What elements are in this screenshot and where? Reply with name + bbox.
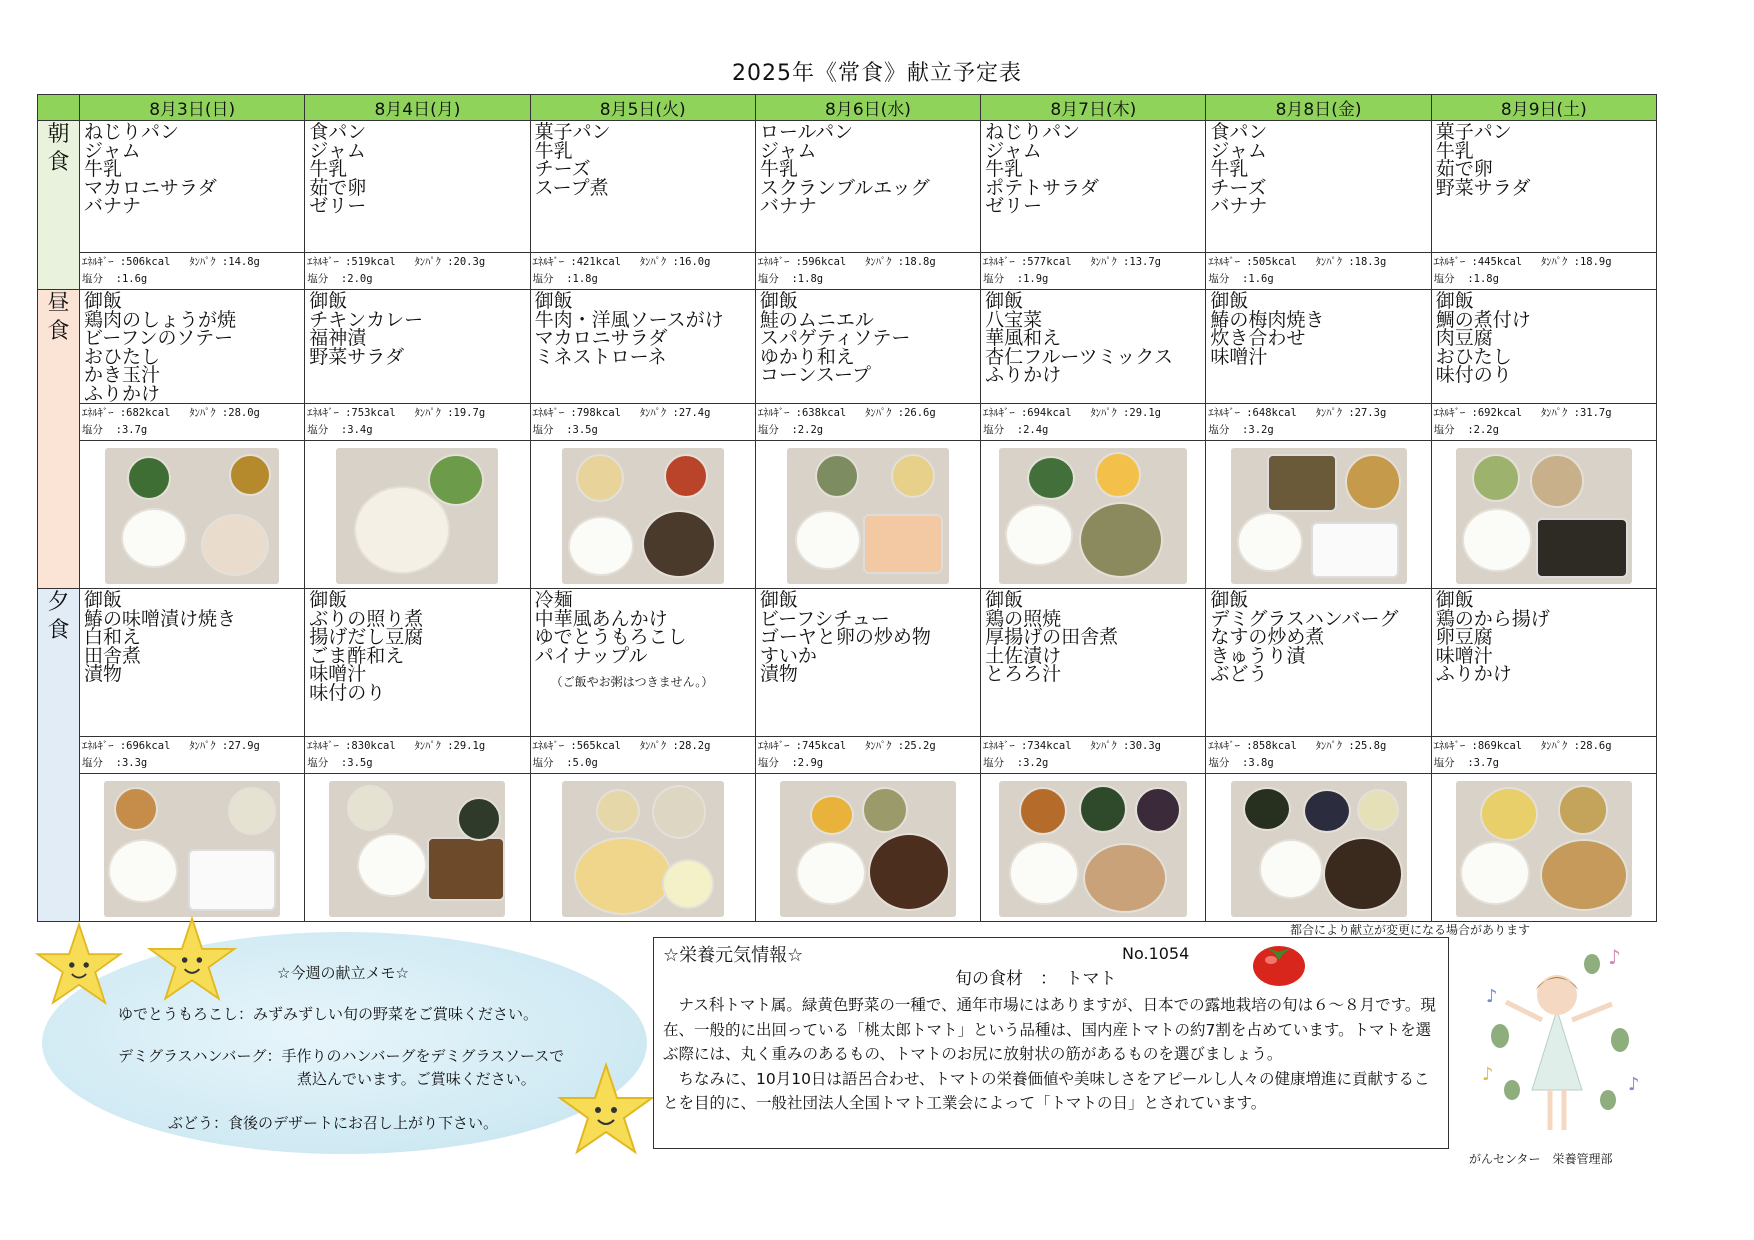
dinner-row: [38, 589, 1657, 737]
menu-cell: [80, 290, 305, 404]
memo-line: ぶどう：食後のデザートにお召し上がり下さい。: [168, 1114, 499, 1132]
menu-cell: [755, 290, 980, 404]
nutrition-info: ｴﾈﾙｷﾞｰ :745kcal ﾀﾝﾊﾟｸ :25.2g 塩分 :2.9g: [755, 737, 980, 774]
info-season: 旬の食材 ： トマト: [955, 969, 1117, 989]
svg-text:♪: ♪: [1628, 1074, 1640, 1095]
change-notice: 都合により献立が変更になる場合があります: [1290, 923, 1531, 937]
menu-cell: [80, 121, 305, 253]
breakfast-row: [38, 121, 1657, 253]
menu-cell: [530, 121, 755, 253]
conductor-girl-illustration: [1462, 940, 1652, 1140]
meal-photo-cell: [981, 774, 1206, 922]
lunch-label-text: 昼食: [47, 291, 70, 344]
menu-cell: [530, 589, 755, 737]
info-paragraph: ちなみに、10月10日は語呂合わせ、トマトの栄養価値や美味しさをアピールし人々の健康増進に貢献することを目的に、一般社団法人全国トマト工業会によって「トマトの日」とされています。: [663, 1069, 1430, 1112]
day-header: 8月6日(水): [755, 95, 980, 121]
meal-photo: [336, 448, 498, 584]
day-header: 8月7日(木): [981, 95, 1206, 121]
page-title: 2025年《常食》献立予定表: [732, 61, 1022, 86]
menu-items: 御飯 デミグラスハンバーグ なすの炒め煮 きゅうり漬 ぶどう: [1210, 589, 1399, 685]
menu-items: ねじりパン ジャム 牛乳 ポテトサラダ ゼリー: [985, 121, 1099, 217]
svg-text:♪: ♪: [1486, 986, 1498, 1007]
nutrition-info: ｴﾈﾙｷﾞｰ :596kcal ﾀﾝﾊﾟｸ :18.8g 塩分 :1.8g: [755, 253, 980, 290]
meal-photo: [787, 448, 949, 584]
memo-line: ゆでとうもろこし：みずみずしい旬の野菜をご賞味ください。: [118, 1005, 539, 1023]
day-header: 8月8日(金): [1206, 95, 1431, 121]
meal-photo: [999, 448, 1187, 584]
meal-photo-cell: [1206, 774, 1431, 922]
lunch-label: [38, 290, 80, 589]
meal-photo: [1231, 781, 1407, 917]
meal-photo-cell: [1206, 441, 1431, 589]
menu-cell: [1431, 290, 1656, 404]
dinner-label: [38, 589, 80, 922]
menu-items: 菓子パン 牛乳 チーズ スープ煮: [534, 121, 611, 199]
menu-items: 御飯 八宝菜 華風和え 杏仁フルーツミックス ふりかけ: [985, 290, 1174, 386]
menu-cell: [755, 121, 980, 253]
menu-cell: [1431, 121, 1656, 253]
info-title: ☆栄養元気情報☆: [663, 945, 804, 966]
meal-photo: [562, 781, 724, 917]
menu-cell: [530, 290, 755, 404]
menu-cell: [80, 589, 305, 737]
no-rice-note: （ご飯やお粥はつきません。）: [550, 675, 714, 689]
nutrition-info: ｴﾈﾙｷﾞｰ :694kcal ﾀﾝﾊﾟｸ :29.1g 塩分 :2.4g: [981, 404, 1206, 441]
meal-photo-cell: [80, 441, 305, 589]
menu-items: 菓子パン 牛乳 茹で卵 野菜サラダ: [1435, 121, 1531, 199]
day-header: 8月9日(土): [1431, 95, 1656, 121]
day-header-row: [38, 95, 1657, 121]
meal-photo-cell: [530, 774, 755, 922]
breakfast-label-text: 朝食: [47, 122, 70, 175]
info-body: [663, 993, 1441, 1116]
meal-photo-cell: [755, 774, 980, 922]
meal-photo: [780, 781, 956, 917]
meal-photo: [104, 781, 280, 917]
menu-cell: [1206, 589, 1431, 737]
memo-title: ☆今週の献立メモ☆: [277, 964, 409, 982]
info-number: No.1054: [1122, 944, 1190, 963]
nutrition-info: ｴﾈﾙｷﾞｰ :869kcal ﾀﾝﾊﾟｸ :28.6g 塩分 :3.7g: [1431, 737, 1656, 774]
menu-cell: [1206, 121, 1431, 253]
lunch-row: [38, 290, 1657, 404]
menu-items: ねじりパン ジャム 牛乳 マカロニサラダ バナナ: [84, 121, 217, 217]
star-icon: [556, 1060, 656, 1160]
memo-line: デミグラスハンバーグ：手作りのハンバーグをデミグラスソースで: [118, 1047, 565, 1065]
menu-items: 食パン ジャム 牛乳 チーズ バナナ: [1210, 121, 1268, 217]
meal-photo-cell: [305, 441, 530, 589]
nutrition-info: ｴﾈﾙｷﾞｰ :638kcal ﾀﾝﾊﾟｸ :26.6g 塩分 :2.2g: [755, 404, 980, 441]
menu-items: 御飯 鶏の照焼 厚揚げの田舎煮 土佐漬け とろろ汁: [985, 589, 1119, 685]
nutrition-info: ｴﾈﾙｷﾞｰ :648kcal ﾀﾝﾊﾟｸ :27.3g 塩分 :3.2g: [1206, 404, 1431, 441]
svg-text:♪: ♪: [1608, 945, 1621, 969]
day-header: 8月5日(火): [530, 95, 755, 121]
menu-table: [37, 94, 1657, 922]
breakfast-label: [38, 121, 80, 290]
tomato-icon: [1249, 936, 1309, 988]
info-paragraph: ナス科トマト属。緑黄色野菜の一種で、通年市場にはありますが、日本での露地栽培の旬は６～８月です。現在、一般的に出回っている「桃太郎トマト」という品種は、国内産トマトの約7割を占めています。トマトを選ぶ際には、丸く重みのあるもの、トマトのお尻に放射状の筋があるものを選びましょう。: [663, 996, 1436, 1063]
menu-cell: [1206, 290, 1431, 404]
day-header: 8月4日(月): [305, 95, 530, 121]
menu-items: 食パン ジャム 牛乳 茹で卵 ゼリー: [309, 121, 367, 217]
lunch-nutrition-row: [38, 404, 1657, 441]
breakfast-nutrition-row: [38, 253, 1657, 290]
menu-items: 御飯 鮭のムニエル スパゲティソテー ゆかり和え コーンスープ: [759, 290, 911, 386]
memo-line: 煮込んでいます。ご賞味ください。: [297, 1070, 536, 1088]
meal-photo: [562, 448, 724, 584]
menu-items: 御飯 鶏肉のしょうが焼 ビーフンのソテー おひたし かき玉汁 ふりかけ: [84, 290, 237, 405]
menu-cell: [755, 589, 980, 737]
meal-photo-cell: [755, 441, 980, 589]
menu-items: 御飯 牛肉・洋風ソースがけ マカロニサラダ ミネストローネ: [534, 290, 724, 368]
meal-photo: [999, 781, 1187, 917]
nutrition-info: ｴﾈﾙｷﾞｰ :421kcal ﾀﾝﾊﾟｸ :16.0g 塩分 :1.8g: [530, 253, 755, 290]
nutrition-info: ｴﾈﾙｷﾞｰ :682kcal ﾀﾝﾊﾟｸ :28.0g 塩分 :3.7g: [80, 404, 305, 441]
star-icon: [146, 914, 238, 1006]
svg-text:♪: ♪: [1482, 1064, 1494, 1085]
meal-photo-cell: [80, 774, 305, 922]
nutrition-info: ｴﾈﾙｷﾞｰ :445kcal ﾀﾝﾊﾟｸ :18.9g 塩分 :1.8g: [1431, 253, 1656, 290]
meal-photo: [329, 781, 505, 917]
meal-photo: [1456, 781, 1632, 917]
dinner-label-text: 夕食: [47, 590, 70, 643]
meal-photo-cell: [981, 441, 1206, 589]
menu-cell: [981, 290, 1206, 404]
nutrition-info: ｴﾈﾙｷﾞｰ :577kcal ﾀﾝﾊﾟｸ :13.7g 塩分 :1.9g: [981, 253, 1206, 290]
menu-items: ロールパン ジャム 牛乳 スクランブルエッグ バナナ: [759, 121, 930, 217]
menu-items: 御飯 鰆の梅肉焼き 炊き合わせ 味噌汁: [1210, 290, 1325, 368]
nutrition-info: ｴﾈﾙｷﾞｰ :692kcal ﾀﾝﾊﾟｸ :31.7g 塩分 :2.2g: [1431, 404, 1656, 441]
menu-items: 御飯 ビーフシチュー ゴーヤと卵の炒め物 すいか 漬物: [759, 589, 931, 685]
dinner-nutrition-row: [38, 737, 1657, 774]
menu-items: 御飯 鶏のから揚げ 卵豆腐 味噌汁 ふりかけ: [1435, 589, 1550, 685]
menu-items: 御飯 ぶりの照り煮 揚げだし豆腐 ごま酢和え 味噌汁 味付のり: [309, 589, 424, 704]
footer-department: がんセンター 栄養管理部: [1469, 1152, 1613, 1166]
nutrition-info: ｴﾈﾙｷﾞｰ :830kcal ﾀﾝﾊﾟｸ :29.1g 塩分 :3.5g: [305, 737, 530, 774]
meal-photo-cell: [305, 774, 530, 922]
menu-cell: [305, 290, 530, 404]
menu-cell: [305, 121, 530, 253]
nutrition-info: ｴﾈﾙｷﾞｰ :565kcal ﾀﾝﾊﾟｸ :28.2g 塩分 :5.0g: [530, 737, 755, 774]
dinner-photo-row: [38, 774, 1657, 922]
nutrition-info: ｴﾈﾙｷﾞｰ :798kcal ﾀﾝﾊﾟｸ :27.4g 塩分 :3.5g: [530, 404, 755, 441]
nutrition-info: ｴﾈﾙｷﾞｰ :753kcal ﾀﾝﾊﾟｸ :19.7g 塩分 :3.4g: [305, 404, 530, 441]
day-header: 8月3日(日): [80, 95, 305, 121]
nutrition-info: ｴﾈﾙｷﾞｰ :519kcal ﾀﾝﾊﾟｸ :20.3g 塩分 :2.0g: [305, 253, 530, 290]
meal-photo: [1231, 448, 1407, 584]
menu-cell: [981, 589, 1206, 737]
menu-items: 御飯 鯛の煮付け 肉豆腐 おひたし 味付のり: [1435, 290, 1531, 386]
menu-items: 御飯 チキンカレー 福神漬 野菜サラダ: [309, 290, 424, 368]
nutrition-info: ｴﾈﾙｷﾞｰ :696kcal ﾀﾝﾊﾟｸ :27.9g 塩分 :3.3g: [80, 737, 305, 774]
menu-cell: [981, 121, 1206, 253]
meal-photo-cell: [1431, 441, 1656, 589]
menu-cell: [1431, 589, 1656, 737]
star-icon: [34, 920, 124, 1010]
menu-cell: [305, 589, 530, 737]
header-corner: [38, 95, 80, 121]
nutrition-info: ｴﾈﾙｷﾞｰ :858kcal ﾀﾝﾊﾟｸ :25.8g 塩分 :3.8g: [1206, 737, 1431, 774]
meal-photo-cell: [530, 441, 755, 589]
meal-photo: [1456, 448, 1632, 584]
meal-photo: [105, 448, 279, 584]
lunch-photo-row: [38, 441, 1657, 589]
menu-items: 冷麺 中華風あんかけ ゆでとうもろこし パイナップル: [534, 589, 687, 667]
nutrition-info: ｴﾈﾙｷﾞｰ :734kcal ﾀﾝﾊﾟｸ :30.3g 塩分 :3.2g: [981, 737, 1206, 774]
menu-items: 御飯 鰆の味噌漬け焼き 白和え 田舎煮 漬物: [84, 589, 237, 685]
nutrition-info: ｴﾈﾙｷﾞｰ :505kcal ﾀﾝﾊﾟｸ :18.3g 塩分 :1.6g: [1206, 253, 1431, 290]
nutrition-info: ｴﾈﾙｷﾞｰ :506kcal ﾀﾝﾊﾟｸ :14.8g 塩分 :1.6g: [80, 253, 305, 290]
meal-photo-cell: [1431, 774, 1656, 922]
